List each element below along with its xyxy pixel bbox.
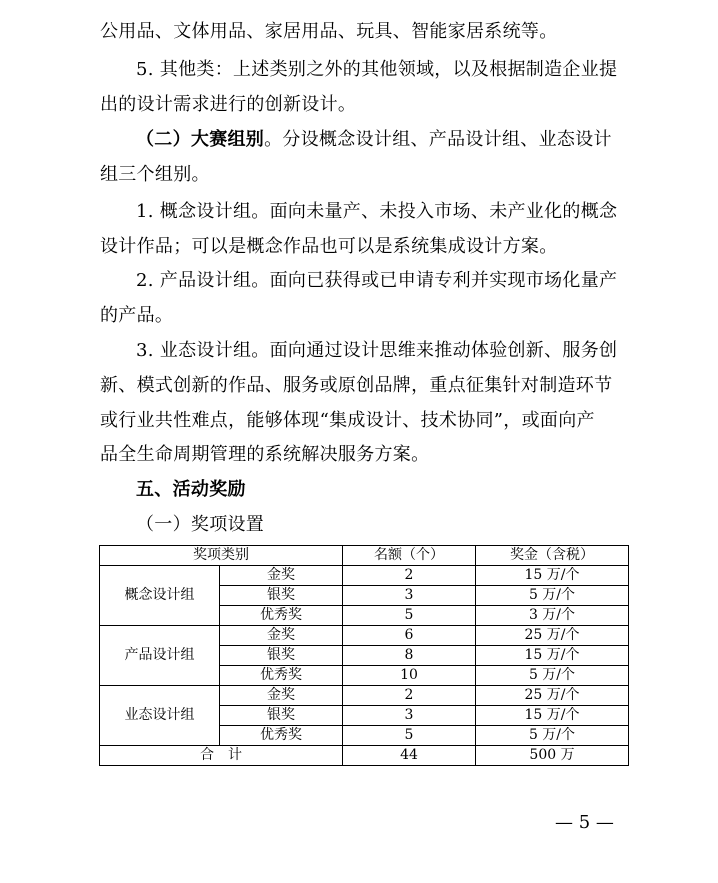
award-name: 优秀奖 bbox=[220, 666, 343, 686]
table-row bbox=[100, 686, 629, 706]
paragraph-line: 设计作品；可以是概念作品也可以是系统集成设计方案。 bbox=[100, 236, 558, 257]
total-prize: 500 万 bbox=[476, 746, 629, 766]
paragraph-line: 公用品、文体用品、家居用品、玩具、智能家居系统等。 bbox=[100, 21, 558, 42]
award-prize: 3 万/个 bbox=[476, 606, 629, 626]
award-name: 金奖 bbox=[220, 686, 343, 706]
award-prize: 15 万/个 bbox=[476, 706, 629, 726]
award-prize: 15 万/个 bbox=[476, 566, 629, 586]
group-name: 概念设计组 bbox=[100, 566, 220, 626]
award-count: 8 bbox=[343, 646, 476, 666]
table-total-row bbox=[100, 746, 629, 766]
award-prize: 25 万/个 bbox=[476, 626, 629, 646]
page-number: — 5 — bbox=[555, 812, 614, 833]
paragraph-line: 或行业共性难点，能够体现“集成设计、技术协同”，或面向产 bbox=[100, 410, 595, 431]
paragraph-line: 出的设计需求进行的创新设计。 bbox=[100, 94, 357, 115]
total-label: 合 计 bbox=[100, 746, 343, 766]
award-name: 金奖 bbox=[220, 626, 343, 646]
paragraph-line: 1. 概念设计组。面向未量产、未投入市场、未产业化的概念 bbox=[136, 201, 618, 222]
paragraph-line: 2. 产品设计组。面向已获得或已申请专利并实现市场化量产 bbox=[136, 270, 618, 291]
award-name: 银奖 bbox=[220, 646, 343, 666]
award-name: 优秀奖 bbox=[220, 726, 343, 746]
award-count: 6 bbox=[343, 626, 476, 646]
paragraph-line: 组三个组别。 bbox=[100, 164, 210, 185]
paragraph-line: 新、模式创新的作品、服务或原创品牌，重点征集针对制造环节 bbox=[100, 375, 613, 396]
award-prize: 5 万/个 bbox=[476, 666, 629, 686]
award-count: 3 bbox=[343, 586, 476, 606]
award-name: 金奖 bbox=[220, 566, 343, 586]
group-name: 产品设计组 bbox=[100, 626, 220, 686]
header-count: 名额（个） bbox=[343, 546, 476, 566]
award-name: 优秀奖 bbox=[220, 606, 343, 626]
section-title: 五、活动奖励 bbox=[136, 479, 246, 500]
header-category: 奖项类别 bbox=[100, 546, 343, 566]
award-count: 10 bbox=[343, 666, 476, 686]
paragraph-line: 5. 其他类：上述类别之外的其他领域，以及根据制造企业提 bbox=[136, 59, 618, 80]
award-prize: 25 万/个 bbox=[476, 686, 629, 706]
subsection-title: （一）奖项设置 bbox=[136, 514, 265, 535]
award-count: 5 bbox=[343, 606, 476, 626]
award-prize: 5 万/个 bbox=[476, 726, 629, 746]
award-prize: 15 万/个 bbox=[476, 646, 629, 666]
award-count: 5 bbox=[343, 726, 476, 746]
header-prize: 奖金（含税） bbox=[476, 546, 629, 566]
award-name: 银奖 bbox=[220, 706, 343, 726]
award-count: 2 bbox=[343, 566, 476, 586]
paragraph-line bbox=[136, 122, 666, 157]
paragraph-line: 的产品。 bbox=[100, 305, 174, 326]
group-name: 业态设计组 bbox=[100, 686, 220, 746]
group-heading: （二）大赛组别 bbox=[136, 129, 265, 150]
awards-table bbox=[99, 545, 629, 766]
paragraph-line: 3. 业态设计组。面向通过设计思维来推动体验创新、服务创 bbox=[136, 340, 618, 361]
paragraph-line: 品全生命周期管理的系统解决服务方案。 bbox=[100, 444, 430, 465]
award-count: 3 bbox=[343, 706, 476, 726]
paragraph-text: 。分设概念设计组、产品设计组、业态设计 bbox=[264, 129, 612, 150]
award-count: 2 bbox=[343, 686, 476, 706]
award-prize: 5 万/个 bbox=[476, 586, 629, 606]
table-header-row bbox=[100, 546, 629, 566]
table-row bbox=[100, 566, 629, 586]
award-name: 银奖 bbox=[220, 586, 343, 606]
table-row bbox=[100, 626, 629, 646]
total-count: 44 bbox=[343, 746, 476, 766]
